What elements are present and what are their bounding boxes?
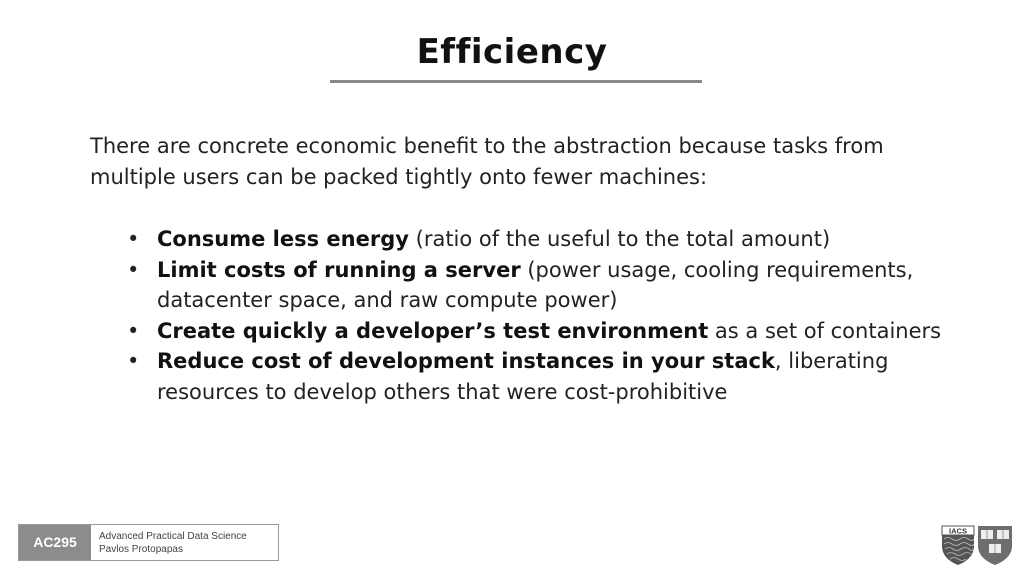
bullet-dot: • xyxy=(127,318,140,343)
logo-text: IACS xyxy=(949,526,967,536)
course-footer xyxy=(18,524,279,561)
bullet-item xyxy=(125,316,945,347)
bullet-item xyxy=(125,346,945,407)
bullet-dot: • xyxy=(127,257,140,282)
intro-paragraph: There are concrete economic benefit to the abstraction because tasks from multiple users can be packed tightly onto fewer machines: xyxy=(90,134,884,189)
instructor-name: Pavlos Protopapas xyxy=(99,544,183,555)
bullet-text: as a set of containers xyxy=(708,318,942,343)
bullet-text: (ratio of the useful to the total amount) xyxy=(408,227,831,251)
slide-title: Efficiency xyxy=(416,32,608,72)
bullet-dot: • xyxy=(127,227,140,251)
bullet-bold-text: Create quickly a developer’s test environment xyxy=(157,318,709,343)
bullet-item xyxy=(125,255,945,316)
bullet-bold-text: Consume less energy xyxy=(157,227,409,251)
title-underline xyxy=(330,80,702,83)
bullet-text: , liberating resources to develop others that were cost-prohibitive xyxy=(157,349,889,404)
bullet-item xyxy=(125,224,945,255)
bullet-text: (power usage, cooling requirements, datacenter space, and raw compute power) xyxy=(157,257,914,312)
course-name: Advanced Practical Data Science xyxy=(99,531,247,542)
course-code: AC295 xyxy=(19,525,91,560)
bullet-dot: • xyxy=(127,349,140,373)
bullet-bold-text: Limit costs of running a server xyxy=(157,257,521,282)
bullet-bold-text: Reduce cost of development instances in your stack xyxy=(157,349,775,373)
iacs-harvard-logo-icon xyxy=(940,522,1014,566)
bullet-list xyxy=(125,224,945,407)
course-info xyxy=(99,530,247,556)
